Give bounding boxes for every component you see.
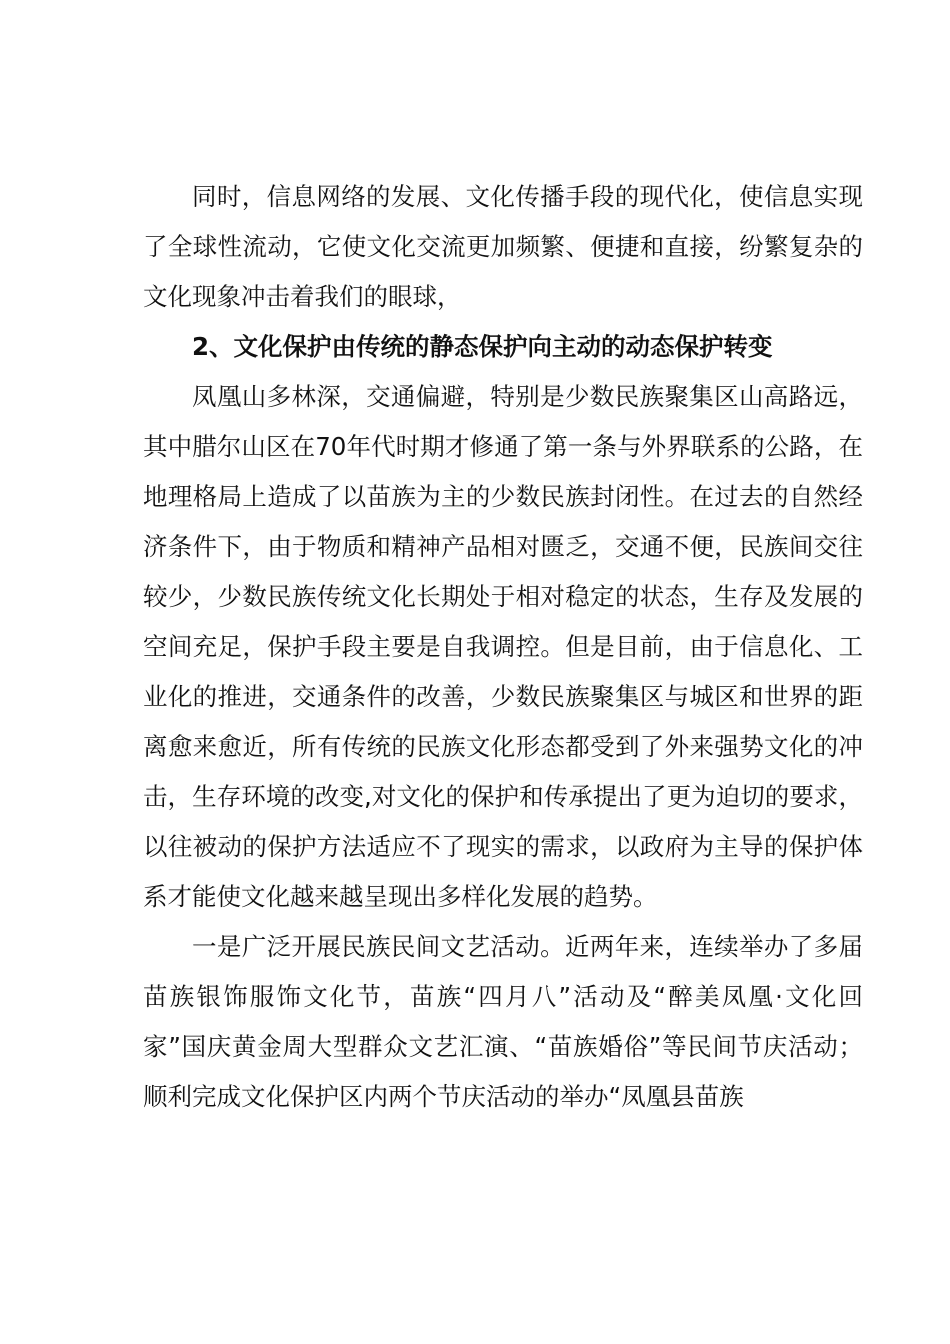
paragraph-fenghuang-background: 凤凰山多林深，交通偏避，特别是少数民族聚集区山高路远，其中腊尔山区在70年代时期才修通了第一条与外界联系的公路，在地理格局上造成了以苗族为主的少数民族封闭性。在过去的自然经济条件下，由于物质和精神产品相对匮乏，交通不便，民族间交往较少，少数民族传统文化长期处于相对稳定的状态，生存及发展的空间充足，保护手段主要是自我调控。但是目前，由于信息化、工业化的推进，交通条件的改善，少数民族聚集区与城区和世界的距离愈来愈近，所有传统的民族文化形态都受到了外来强势文化的冲击，生存环境的改变,对文化的保护和传承提出了更为迫切的要求，以往被动的保护方法适应不了现实的需求，以政府为主导的保护体系才能使文化越来越呈现出多样化发展的趋势。 (143, 382, 863, 911)
document-body (143, 172, 863, 1122)
paragraph-folk-activities: 一是广泛开展民族民间文艺活动。近两年来，连续举办了多届苗族银饰服饰文化节，苗族“四月八”活动及“醉美凤凰·文化回家”国庆黄金周大型群众文艺汇演、“苗族婚俗”等民间节庆活动；顺利完成文化保护区内两个节庆活动的举办“凤凰县苗族 (143, 932, 863, 1111)
section-heading-dynamic-protection: 2、文化保护由传统的静态保护向主动的动态保护转变 (192, 332, 773, 361)
paragraph-information-network: 同时，信息网络的发展、文化传播手段的现代化，使信息实现了全球性流动，它使文化交流更加频繁、便捷和直接，纷繁复杂的文化现象冲击着我们的眼球， (143, 182, 863, 311)
